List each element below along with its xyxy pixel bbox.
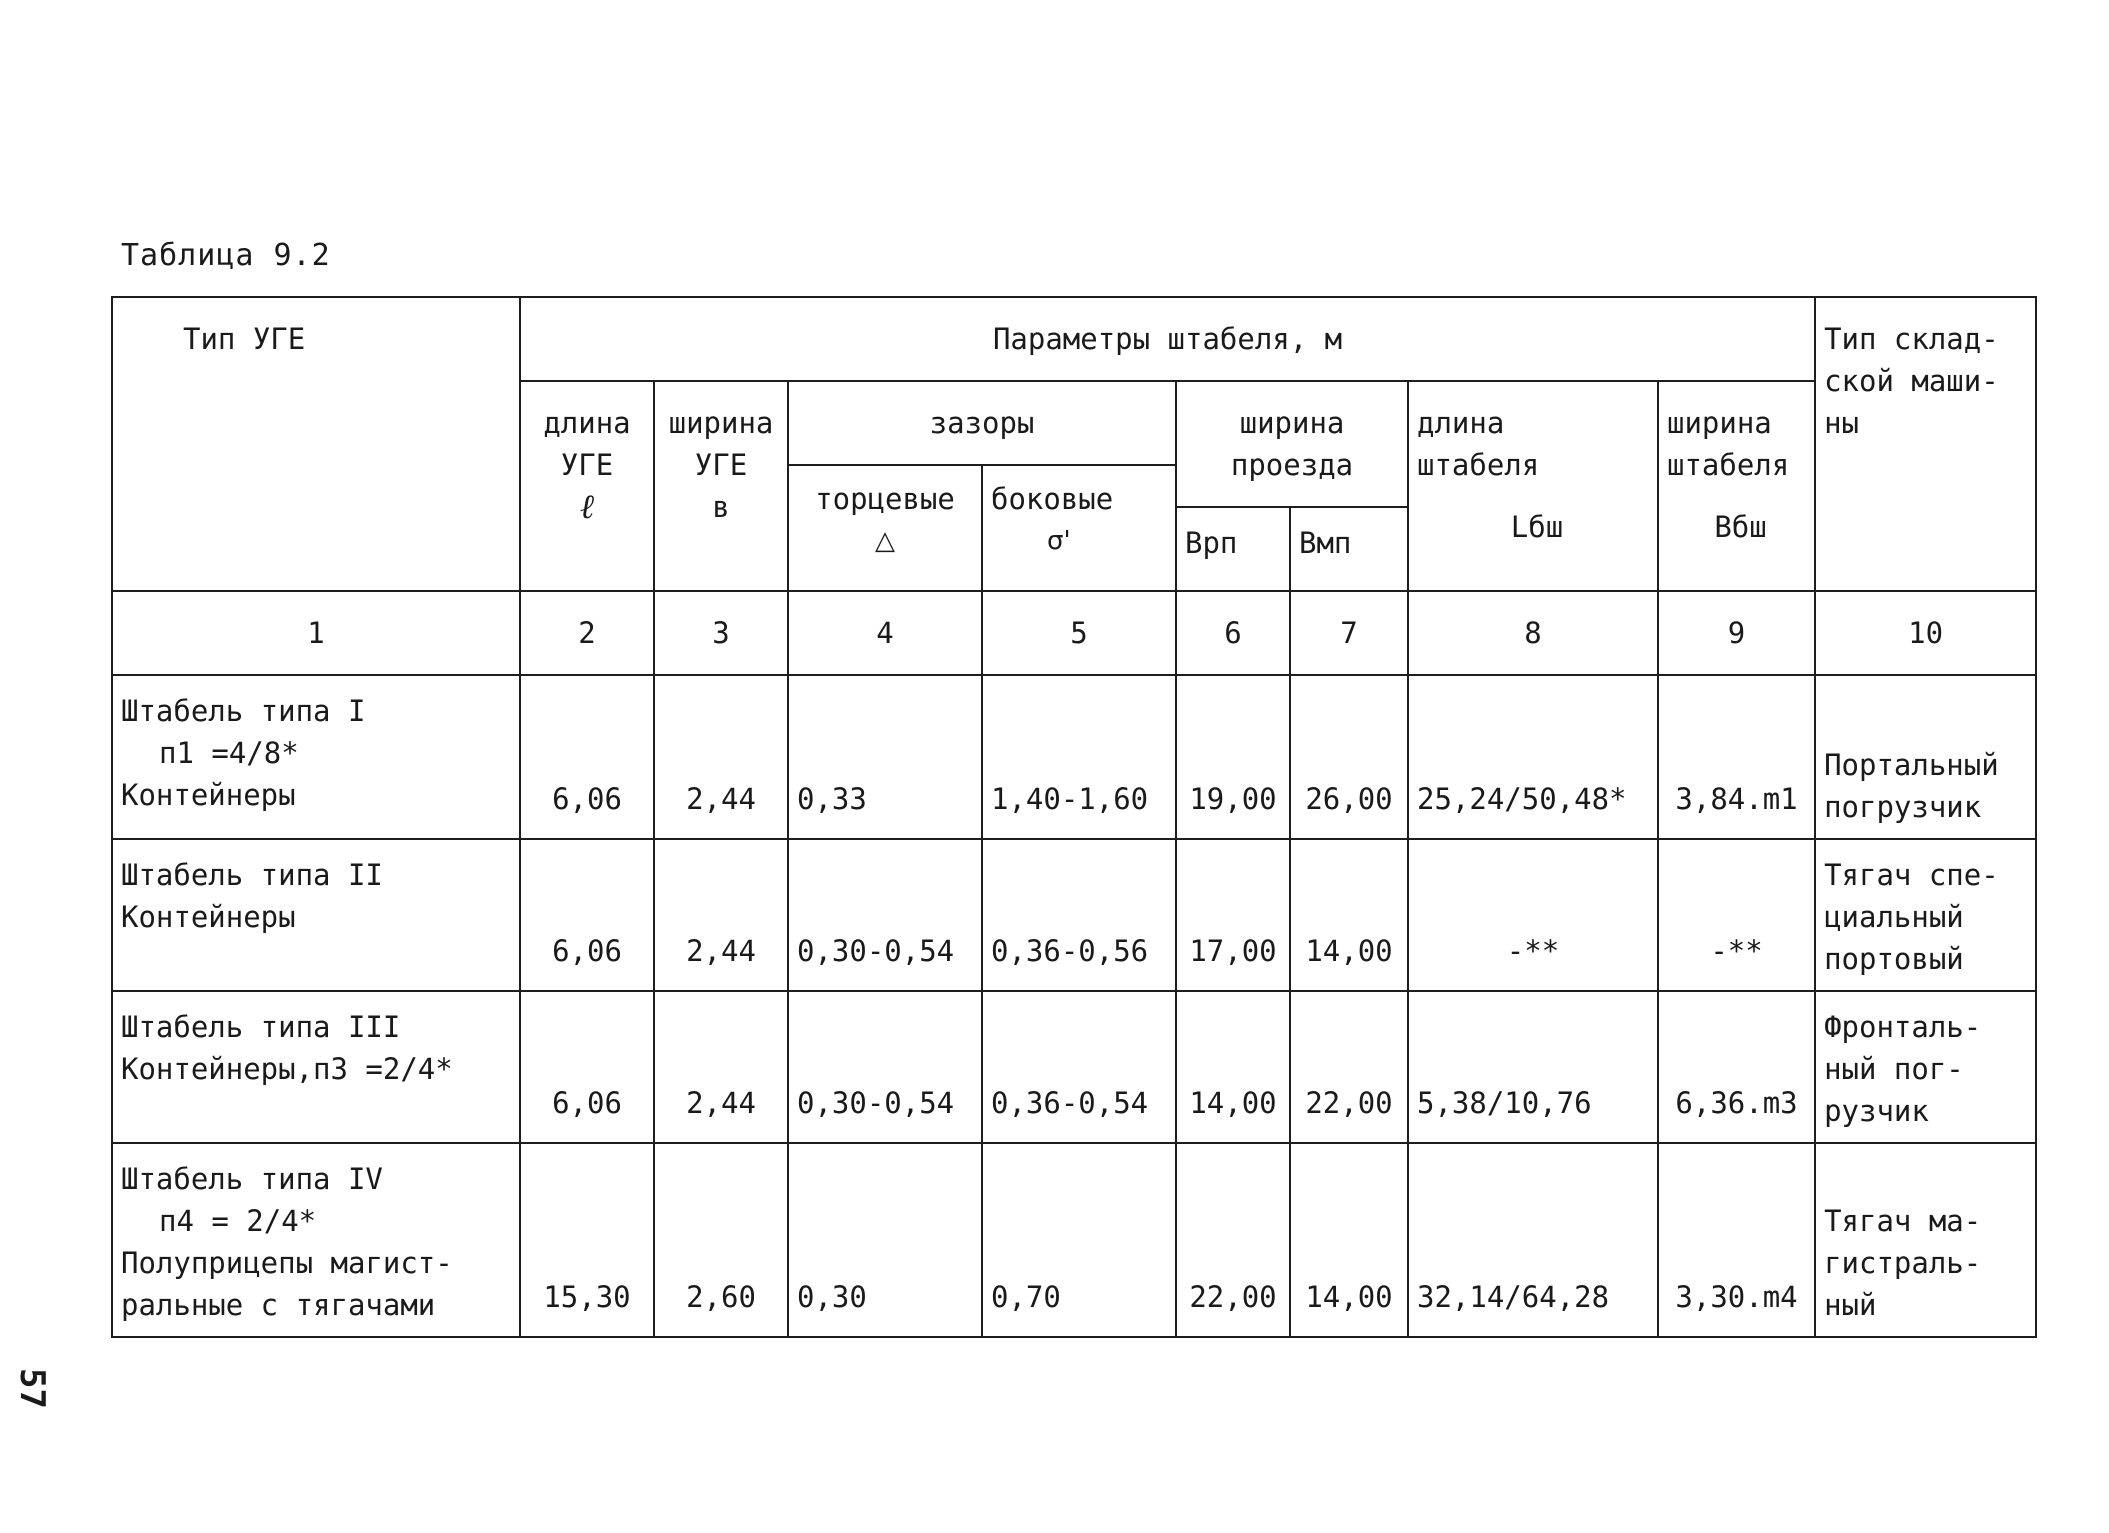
cell-gap-end: 0,30-0,54 — [788, 991, 982, 1143]
header-type-uge: Тип УГЕ — [112, 297, 520, 591]
cell-stack-width: -** — [1658, 839, 1815, 991]
header-stack-length — [1408, 381, 1658, 591]
header-line: ширина — [1239, 406, 1345, 440]
header-gaps: зазоры — [788, 381, 1176, 465]
header-line: боковые — [991, 482, 1114, 516]
cell-length: 6,06 — [520, 839, 654, 991]
header-machine-line: ны — [1824, 406, 1859, 440]
machine-type-line: рузчик — [1824, 1094, 1929, 1128]
cell-vmp: 14,00 — [1290, 1143, 1408, 1337]
cell-gap-side: 0,36-0,54 — [982, 991, 1176, 1143]
column-number: 4 — [788, 591, 982, 675]
cell-machine-type — [1815, 1143, 2036, 1337]
header-aisle-width — [1176, 381, 1408, 507]
column-number: 8 — [1408, 591, 1658, 675]
machine-type-line: портовый — [1824, 942, 1964, 976]
column-number: 1 — [112, 591, 520, 675]
cell-length: 6,06 — [520, 675, 654, 839]
cell-stack-length: 25,24/50,48* — [1408, 675, 1658, 839]
length-symbol: ℓ — [579, 487, 595, 527]
machine-type-line: Портальный — [1824, 748, 1999, 782]
machine-type-line: циальный — [1824, 900, 1964, 934]
header-line: длина — [543, 406, 631, 440]
cell-vrp: 22,00 — [1176, 1143, 1290, 1337]
header-width-uge — [654, 381, 788, 591]
cell-gap-end: 0,30 — [788, 1143, 982, 1337]
cell-width: 2,60 — [654, 1143, 788, 1337]
header-machine-line: ской маши- — [1824, 364, 1999, 398]
cell-gap-side: 0,36-0,56 — [982, 839, 1176, 991]
machine-type-line: Фронталь- — [1824, 1010, 1982, 1044]
header-stack-params: Параметры штабеля, м — [520, 297, 1815, 381]
column-number: 3 — [654, 591, 788, 675]
cell-vmp: 22,00 — [1290, 991, 1408, 1143]
cell-vmp: 14,00 — [1290, 839, 1408, 991]
cell-machine-type — [1815, 839, 2036, 991]
machine-type-line: Тягач спе- — [1824, 858, 1999, 892]
header-line: УГЕ — [694, 448, 748, 482]
header-line: длина — [1417, 406, 1505, 440]
header-length-uge — [520, 381, 654, 591]
width-symbol: в — [712, 490, 730, 524]
stack-parameters-table — [111, 296, 2037, 1338]
uge-type-line: п1 =4/8* — [159, 736, 299, 770]
cell-machine-type — [1815, 991, 2036, 1143]
cell-stack-length: 5,38/10,76 — [1408, 991, 1658, 1143]
header-stack-width — [1658, 381, 1815, 591]
cell-stack-width: 3,84.m1 — [1658, 675, 1815, 839]
stack-length-symbol: Lбш — [1510, 510, 1564, 544]
cell-vrp: 19,00 — [1176, 675, 1290, 839]
uge-type-line: ральные с тягачами — [121, 1288, 436, 1322]
cell-gap-end: 0,30-0,54 — [788, 839, 982, 991]
cell-length: 15,30 — [520, 1143, 654, 1337]
table-row — [112, 839, 2036, 991]
cell-gap-end: 0,33 — [788, 675, 982, 839]
cell-width: 2,44 — [654, 991, 788, 1143]
cell-width: 2,44 — [654, 839, 788, 991]
uge-type-line: Контейнеры — [121, 778, 296, 812]
column-number: 7 — [1290, 591, 1408, 675]
header-vmp: Вмп — [1290, 507, 1408, 591]
stack-width-symbol: Вбш — [1714, 510, 1767, 544]
header-line: штабеля — [1667, 448, 1790, 482]
cell-width: 2,44 — [654, 675, 788, 839]
machine-type-line: Тягач ма- — [1824, 1204, 1982, 1238]
header-line: ширина — [1667, 406, 1772, 440]
header-gap-end — [788, 465, 982, 591]
table-row — [112, 991, 2036, 1143]
uge-type-line: п4 = 2/4* — [159, 1204, 317, 1238]
header-machine-line: Тип склад- — [1824, 322, 1999, 356]
machine-type-line: ный — [1824, 1288, 1877, 1322]
cell-stack-length: -** — [1408, 839, 1658, 991]
column-number: 10 — [1815, 591, 2036, 675]
header-machine-type — [1815, 297, 2036, 591]
cell-stack-width: 6,36.m3 — [1658, 991, 1815, 1143]
uge-type-line: Полуприцепы магист- — [121, 1246, 453, 1280]
column-number: 9 — [1658, 591, 1815, 675]
cell-gap-side: 1,40-1,60 — [982, 675, 1176, 839]
uge-type-line: Контейнеры,п3 =2/4* — [121, 1052, 453, 1086]
table-row — [112, 675, 2036, 839]
delta-symbol: △ — [875, 526, 895, 556]
header-gap-side — [982, 465, 1176, 591]
cell-stack-width: 3,30.m4 — [1658, 1143, 1815, 1337]
header-line: проезда — [1230, 448, 1354, 482]
table-row — [112, 1143, 2036, 1337]
page-number: 57 — [12, 1368, 52, 1409]
cell-machine-type — [1815, 675, 2036, 839]
uge-type-line: Контейнеры — [121, 900, 296, 934]
machine-type-line: ный пог- — [1824, 1052, 1964, 1086]
cell-gap-side: 0,70 — [982, 1143, 1176, 1337]
column-number: 6 — [1176, 591, 1290, 675]
machine-type-line: гистраль- — [1824, 1246, 1982, 1280]
cell-stack-length: 32,14/64,28 — [1408, 1143, 1658, 1337]
cell-vrp: 17,00 — [1176, 839, 1290, 991]
table-body — [112, 675, 2036, 1337]
table-caption: Таблица 9.2 — [121, 238, 331, 273]
header-line: УГЕ — [560, 448, 614, 482]
cell-vmp: 26,00 — [1290, 675, 1408, 839]
column-number: 2 — [520, 591, 654, 675]
column-number: 5 — [982, 591, 1176, 675]
uge-type-line: Штабель типа I — [121, 694, 366, 728]
uge-type-line: Штабель типа III — [121, 1010, 401, 1044]
uge-type-line: Штабель типа IV — [121, 1162, 383, 1196]
uge-type-line: Штабель типа II — [121, 858, 383, 892]
header-vrp: Врп — [1176, 507, 1290, 591]
cell-uge-type — [112, 839, 520, 991]
cell-uge-type — [112, 991, 520, 1143]
header-line: ширина — [668, 406, 774, 440]
sigma-symbol: σ' — [1047, 526, 1071, 556]
cell-length: 6,06 — [520, 991, 654, 1143]
header-line: штабеля — [1417, 448, 1540, 482]
machine-type-line: погрузчик — [1824, 790, 1982, 824]
cell-uge-type — [112, 1143, 520, 1337]
cell-uge-type — [112, 675, 520, 839]
header-line: торцевые — [815, 482, 955, 516]
cell-vrp: 14,00 — [1176, 991, 1290, 1143]
